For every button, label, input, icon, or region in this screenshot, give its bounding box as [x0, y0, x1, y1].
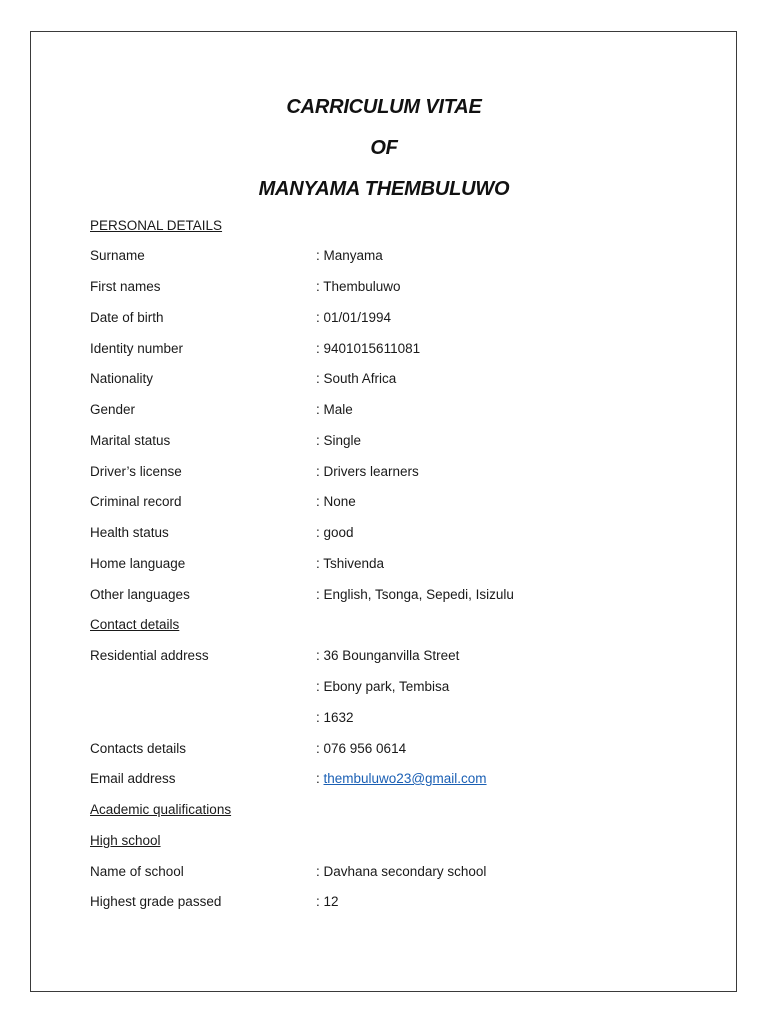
- address-line: : 36 Bounganvilla Street: [316, 648, 460, 663]
- detail-value: : good: [316, 525, 354, 540]
- detail-value: : 12: [316, 894, 339, 909]
- cv-title: CARRICULUM VITAE: [286, 96, 482, 118]
- detail-label: Driver’s license: [90, 464, 182, 479]
- detail-label: Residential address: [90, 648, 209, 663]
- detail-label: Marital status: [90, 433, 171, 448]
- detail-label: Criminal record: [90, 494, 182, 509]
- academic-heading: Academic qualifications: [90, 802, 232, 817]
- detail-value: : Drivers learners: [316, 464, 419, 479]
- detail-label: Identity number: [90, 341, 184, 356]
- detail-value: : Single: [316, 433, 362, 448]
- detail-value: : Tshivenda: [316, 556, 385, 571]
- detail-value: : Manyama: [316, 248, 383, 263]
- detail-value: : Thembuluwo: [316, 279, 401, 294]
- detail-value: : Male: [316, 402, 353, 417]
- address-line: : 1632: [316, 710, 354, 725]
- detail-value: : English, Tsonga, Sepedi, Isizulu: [316, 587, 514, 602]
- email-link[interactable]: thembuluwo23@gmail.com: [323, 771, 487, 786]
- detail-value: : 9401015611081: [316, 341, 421, 356]
- detail-label: Nationality: [90, 371, 154, 386]
- detail-value: : 076 956 0614: [316, 741, 407, 756]
- detail-label: First names: [90, 279, 161, 294]
- high-school-heading: High school: [90, 833, 161, 848]
- detail-value: : 01/01/1994: [316, 310, 392, 325]
- detail-label: Name of school: [90, 864, 184, 879]
- cv-title-of: OF: [370, 137, 398, 159]
- detail-label: Home language: [90, 556, 186, 571]
- detail-value: : Davhana secondary school: [316, 864, 487, 879]
- detail-label: Email address: [90, 771, 176, 786]
- cv-name-title: MANYAMA THEMBULUWO: [258, 178, 510, 200]
- detail-label: Date of birth: [90, 310, 164, 325]
- detail-label: Surname: [90, 248, 145, 263]
- detail-label: Contacts details: [90, 741, 187, 756]
- detail-label: Health status: [90, 525, 169, 540]
- detail-label: Highest grade passed: [90, 894, 222, 909]
- detail-label: Gender: [90, 402, 136, 417]
- detail-value: : South Africa: [316, 371, 397, 386]
- contact-details-heading: Contact details: [90, 617, 180, 632]
- detail-value: : None: [316, 494, 356, 509]
- detail-label: Other languages: [90, 587, 190, 602]
- address-line: : Ebony park, Tembisa: [316, 679, 450, 694]
- personal-details-heading: PERSONAL DETAILS: [90, 218, 223, 233]
- email-prefix: :: [316, 771, 324, 786]
- email-value: [316, 769, 487, 789]
